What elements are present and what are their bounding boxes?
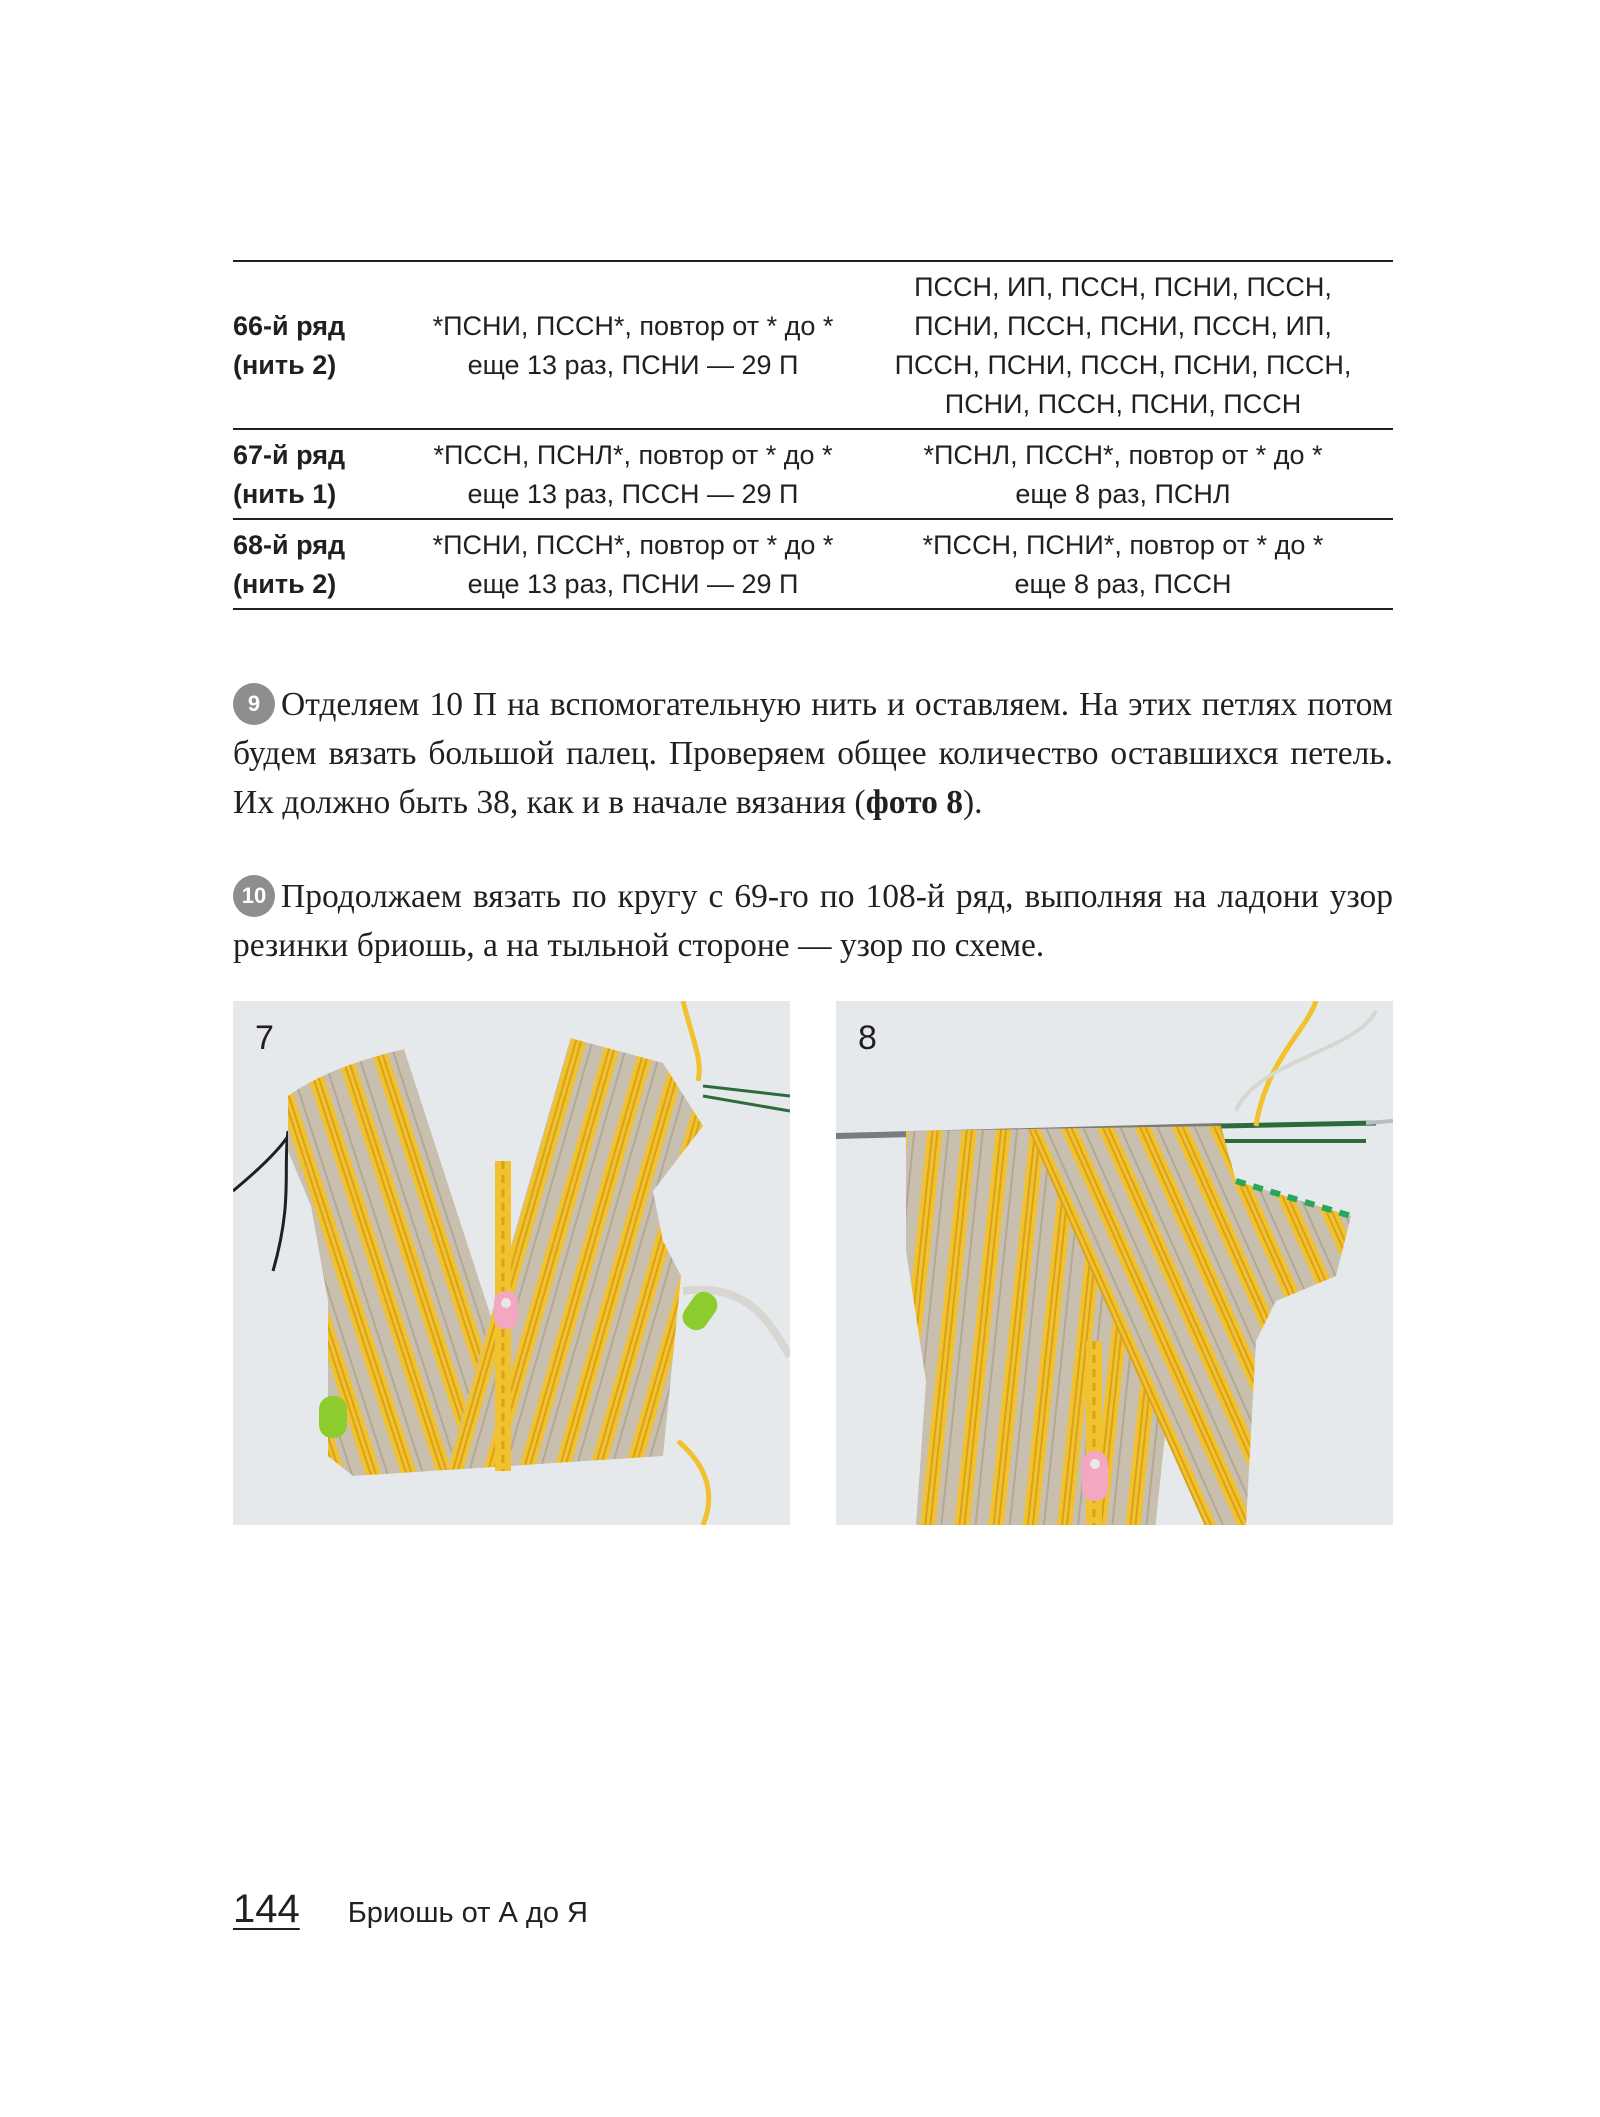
table-row [233,429,1393,519]
step-text-end: ). [962,784,983,821]
page-number: 144 [233,1887,300,1931]
row-thread2-cell: ПССН, ИП, ПССН, ПСНИ, ПССН, ПСНИ, ПССН, ПСНИ, ПССН, ИП, ПССН, ПСНИ, ПССН, ПСНИ, ПССН, ПСНИ, ПССН, ПСНИ, ПССН [894,272,1352,419]
knitted-mitten-illustration [836,1001,1393,1525]
photo-number: 8 [858,1019,877,1057]
step-10-paragraph [233,872,1393,970]
row-thread1-cell: *ПСНИ, ПССН*, повтор от * до * еще 13 раз, ПСНИ — 29 П [432,311,834,380]
instructions-table [233,260,1393,610]
page-footer [233,1887,588,1932]
step-text: Отделяем 10 П на вспомогательную нить и оставляем. На этих петлях потом будем вязать большой палец. Проверяем общее количество оставшихся петель. Их должно быть 38, как и в начале вязания ( [233,686,1393,821]
row-thread1-cell: *ПССН, ПСНЛ*, повтор от * до * еще 13 раз, ПССН — 29 П [433,440,833,509]
photo-7 [233,1001,790,1525]
row-thread2-cell: *ПССН, ПСНИ*, повтор от * до * еще 8 раз, ПССН [922,530,1324,599]
table-row [233,519,1393,609]
row-thread2-cell: *ПСНЛ, ПССН*, повтор от * до * еще 8 раз, ПСНЛ [923,440,1323,509]
row-label: 67-й ряд (нить 1) [233,440,346,509]
photo-number: 7 [255,1019,274,1057]
step-9-paragraph [233,680,1393,827]
running-title: Бриошь от А до Я [347,1897,588,1929]
row-label: 66-й ряд (нить 2) [233,311,346,380]
step-number-badge: 10 [233,875,275,917]
step-number-badge: 9 [233,683,275,725]
row-thread1-cell: *ПСНИ, ПССН*, повтор от * до * еще 13 раз, ПСНИ — 29 П [432,530,834,599]
table-row [233,261,1393,429]
step-text: Продолжаем вязать по кругу с 69-го по 108-й ряд, выполняя на ладони узор резинки бриошь, а на тыльной стороне — узор по схеме. [233,878,1393,964]
knitted-mitten-illustration [233,1001,790,1525]
photo-reference: фото 8 [865,784,963,821]
photo-8 [836,1001,1393,1525]
row-label: 68-й ряд (нить 2) [233,530,346,599]
